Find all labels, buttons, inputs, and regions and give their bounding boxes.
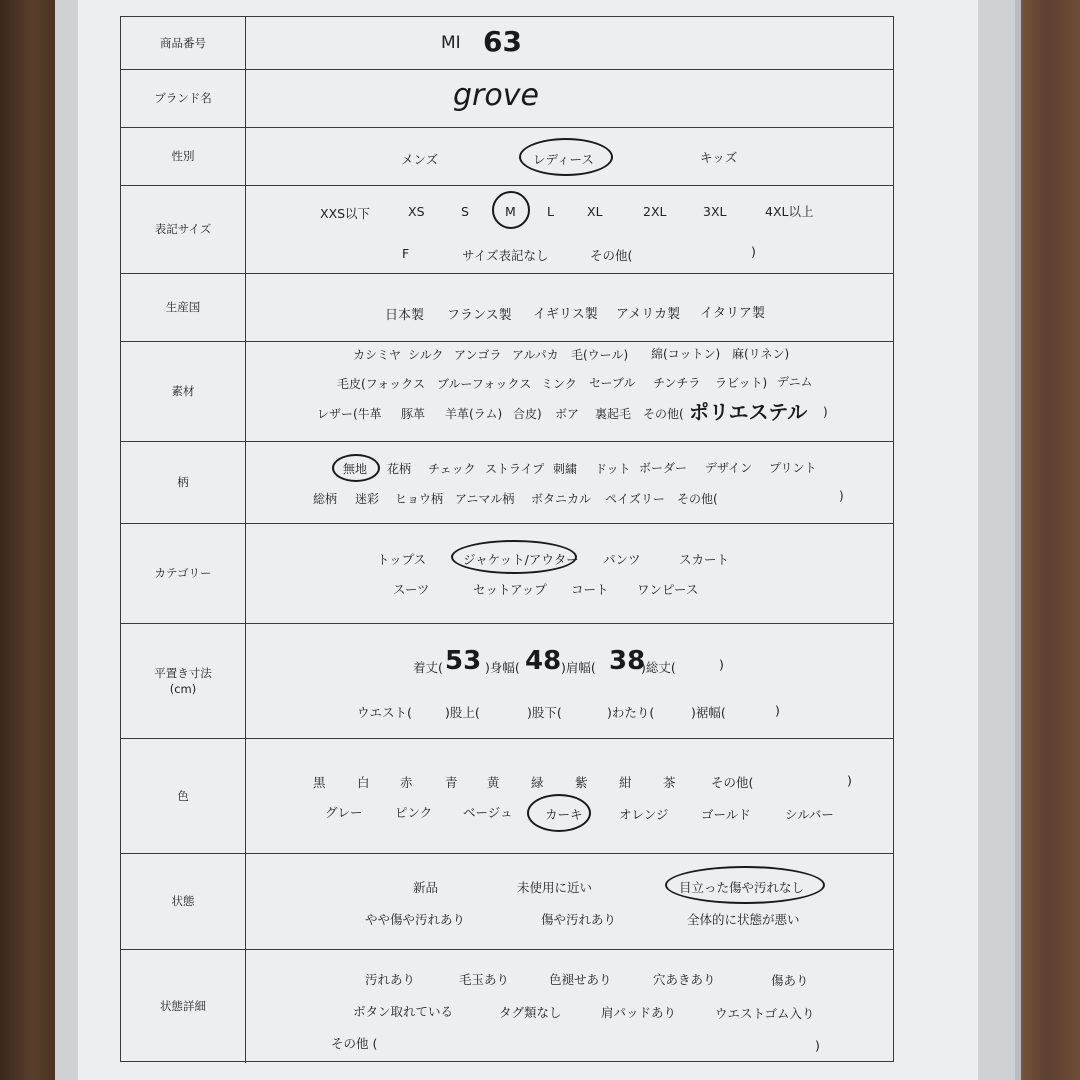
size-m: M [505,204,516,219]
pattern-dot: ドット [595,462,631,476]
category-setup: セットアップ [473,582,547,597]
row-gender [121,128,893,186]
country-uk: イギリス製 [533,307,598,322]
detail-stain: 汚れあり [365,972,416,987]
category-coat: コート [571,582,609,597]
material-silk: シルク [408,348,444,362]
measure-thigh-label: )わたり( [607,705,655,720]
material-boa: ボア [555,407,580,421]
material-angora: アンゴラ [454,348,502,362]
size-xl: XL [587,204,603,219]
measure-width-value: 48 [525,646,562,676]
condition-poor: 全体的に状態が悪い [687,912,800,927]
circle-mark-no-damage [665,866,825,904]
category-skirt: スカート [679,552,730,567]
detail-other: その他 ( [331,1036,378,1051]
color-silver: シルバー [785,807,834,822]
size-other: その他( [590,248,633,263]
color-gray: グレー [325,805,363,820]
size-4xl: 4XL以上 [765,204,814,219]
material-chinchilla: チンチラ [653,376,701,390]
condition-no-damage: 目立った傷や汚れなし [679,880,805,895]
label-pattern: 柄 [121,442,246,523]
row-category [121,524,893,624]
size-xs: XS [408,204,425,219]
circle-mark-ladies [519,138,613,176]
measure-hem-close: ) [775,703,780,718]
detail-fading: 色褪せあり [549,972,612,987]
color-pink: ピンク [395,805,433,820]
pattern-other-close: ) [839,489,844,503]
color-red: 赤 [400,775,413,790]
material-denim: デニム [777,375,813,389]
material-other-close: ) [823,405,828,419]
row-size [121,186,893,274]
label-measure-text: 平置き寸法 [154,665,212,680]
color-black: 黒 [313,775,326,790]
row-color [121,739,893,854]
category-pants: パンツ [603,552,641,567]
measure-length-value: 53 [445,646,482,676]
detail-button: ボタン取れている [353,1004,454,1019]
material-bluefox: ブルーフォックス [437,377,532,391]
row-measure [121,624,893,739]
detail-waist-rubber: ウエストゴム入り [715,1006,815,1021]
size-l: L [547,204,554,219]
detail-other-close: ) [815,1038,820,1053]
label-category: カテゴリー [121,524,246,623]
item-no-handwritten: 63 [483,25,522,58]
detail-shoulder-pad: 肩パッドあり [601,1005,677,1020]
pattern-leopard: ヒョウ柄 [395,492,444,506]
material-leather-cow: レザー(牛革 [317,407,382,421]
measure-total-label: )総丈( [641,660,676,675]
pattern-plain: 無地 [343,462,368,476]
color-other: その他( [711,775,754,790]
material-lamb: 羊革(ラム) [445,407,503,421]
pattern-print: プリント [769,461,817,475]
pattern-paisley: ペイズリー [605,492,665,506]
brand-handwritten: grove [453,78,539,113]
row-brand [121,70,893,128]
material-mink: ミンク [541,377,577,391]
category-suit: スーツ [393,582,430,597]
size-s: S [461,204,469,219]
item-form [120,16,894,1062]
measure-rise-label: )股上( [445,705,480,720]
material-synthetic: 合皮) [513,407,542,421]
material-other: その他( [643,407,684,421]
row-material [121,342,893,442]
gender-mens: メンズ [401,152,439,167]
gender-kids: キッズ [700,150,738,165]
color-navy: 紺 [619,775,632,790]
size-xxs: XXS以下 [320,206,371,221]
measure-total-close: ) [719,657,724,672]
circle-mark-size-m [492,191,530,229]
measure-inseam-label: )股下( [527,705,562,720]
condition-damaged: 傷や汚れあり [541,912,617,927]
color-khaki: カーキ [545,807,583,822]
country-italy: イタリア製 [700,306,766,321]
material-cashmere: カシミヤ [353,348,402,362]
measure-width-label: )身幅( [485,660,520,675]
label-country: 生産国 [121,274,246,341]
country-japan: 日本製 [385,308,425,323]
country-france: フランス製 [447,308,512,323]
color-orange: オレンジ [619,807,669,822]
measure-shoulder-label: )肩幅( [561,660,596,675]
material-linen: 麻(リネン) [732,347,790,361]
color-brown: 茶 [663,775,676,790]
label-detail: 状態詳細 [121,950,246,1063]
pattern-botanical: ボタニカル [531,492,592,506]
material-other-handwritten: ポリエステル [689,400,808,424]
condition-like-new: 未使用に近い [517,880,593,895]
material-rabbit: ラビット) [715,376,768,390]
material-pig: 豚革 [401,407,426,421]
label-gender: 性別 [121,128,246,185]
row-condition [121,854,893,950]
detail-no-tag: タグ類なし [499,1005,562,1020]
material-alpaca: アルパカ [512,348,559,362]
label-color: 色 [121,739,246,853]
size-f: F [402,246,410,261]
material-sable: セーブル [589,376,636,390]
category-jacket: ジャケット/アウター [463,552,579,567]
row-pattern [121,442,893,524]
row-country [121,274,893,342]
gender-ladies: レディース [533,152,594,167]
label-measure [121,624,246,738]
circle-mark-plain [332,454,380,482]
measure-hem-label: )裾幅( [691,705,726,720]
row-detail [121,950,893,1063]
measure-length-open: 着丈( [413,660,443,675]
pattern-design: デザイン [705,461,753,475]
pattern-border: ボーダー [639,461,688,475]
pattern-floral: 花柄 [387,462,412,476]
pattern-other: その他( [677,492,718,506]
label-item-no: 商品番号 [121,17,246,69]
measure-shoulder-value: 38 [609,646,646,676]
item-no-prefix: MI [441,33,461,53]
color-yellow: 黄 [487,775,500,790]
row-item-no [121,17,893,70]
pattern-check: チェック [428,462,476,476]
pattern-animal: アニマル柄 [455,492,515,506]
size-2xl: 2XL [643,204,667,219]
size-other-close: ) [751,244,756,259]
country-usa: アメリカ製 [616,307,681,322]
material-cotton: 綿(コットン) [651,347,721,361]
color-blue: 青 [445,775,458,790]
size-none: サイズ表記なし [462,248,549,263]
measure-waist-label: ウエスト( [357,705,412,720]
pattern-camo: 迷彩 [355,492,380,506]
category-onepiece: ワンピース [637,582,699,597]
pattern-allover: 総柄 [313,492,338,506]
detail-scratch: 傷あり [771,973,809,988]
pattern-embroidery: 刺繍 [553,462,578,476]
color-gold: ゴールド [701,807,751,822]
detail-pilling: 毛玉あり [459,972,510,987]
color-purple: 紫 [575,775,588,790]
circle-mark-khaki [527,794,591,832]
category-tops: トップス [377,552,427,567]
material-brushed: 裏起毛 [595,407,632,421]
detail-hole: 穴あきあり [653,972,716,987]
condition-some-damage: やや傷や汚れあり [365,912,466,927]
color-white: 白 [357,775,370,790]
label-brand: ブランド名 [121,70,246,127]
pattern-stripe: ストライプ [485,462,545,476]
color-beige: ベージュ [463,805,513,820]
label-condition: 状態 [121,854,246,949]
circle-mark-jacket [451,540,577,574]
material-fur-fox: 毛皮(フォックス [337,377,425,391]
material-wool: 毛(ウール) [571,348,629,362]
size-3xl: 3XL [703,204,727,219]
condition-new: 新品 [413,880,439,895]
label-measure-unit: (cm) [169,682,197,696]
color-green: 緑 [531,775,544,790]
label-size: 表記サイズ [121,186,246,273]
label-material: 素材 [121,342,246,441]
color-other-close: ) [847,773,852,788]
